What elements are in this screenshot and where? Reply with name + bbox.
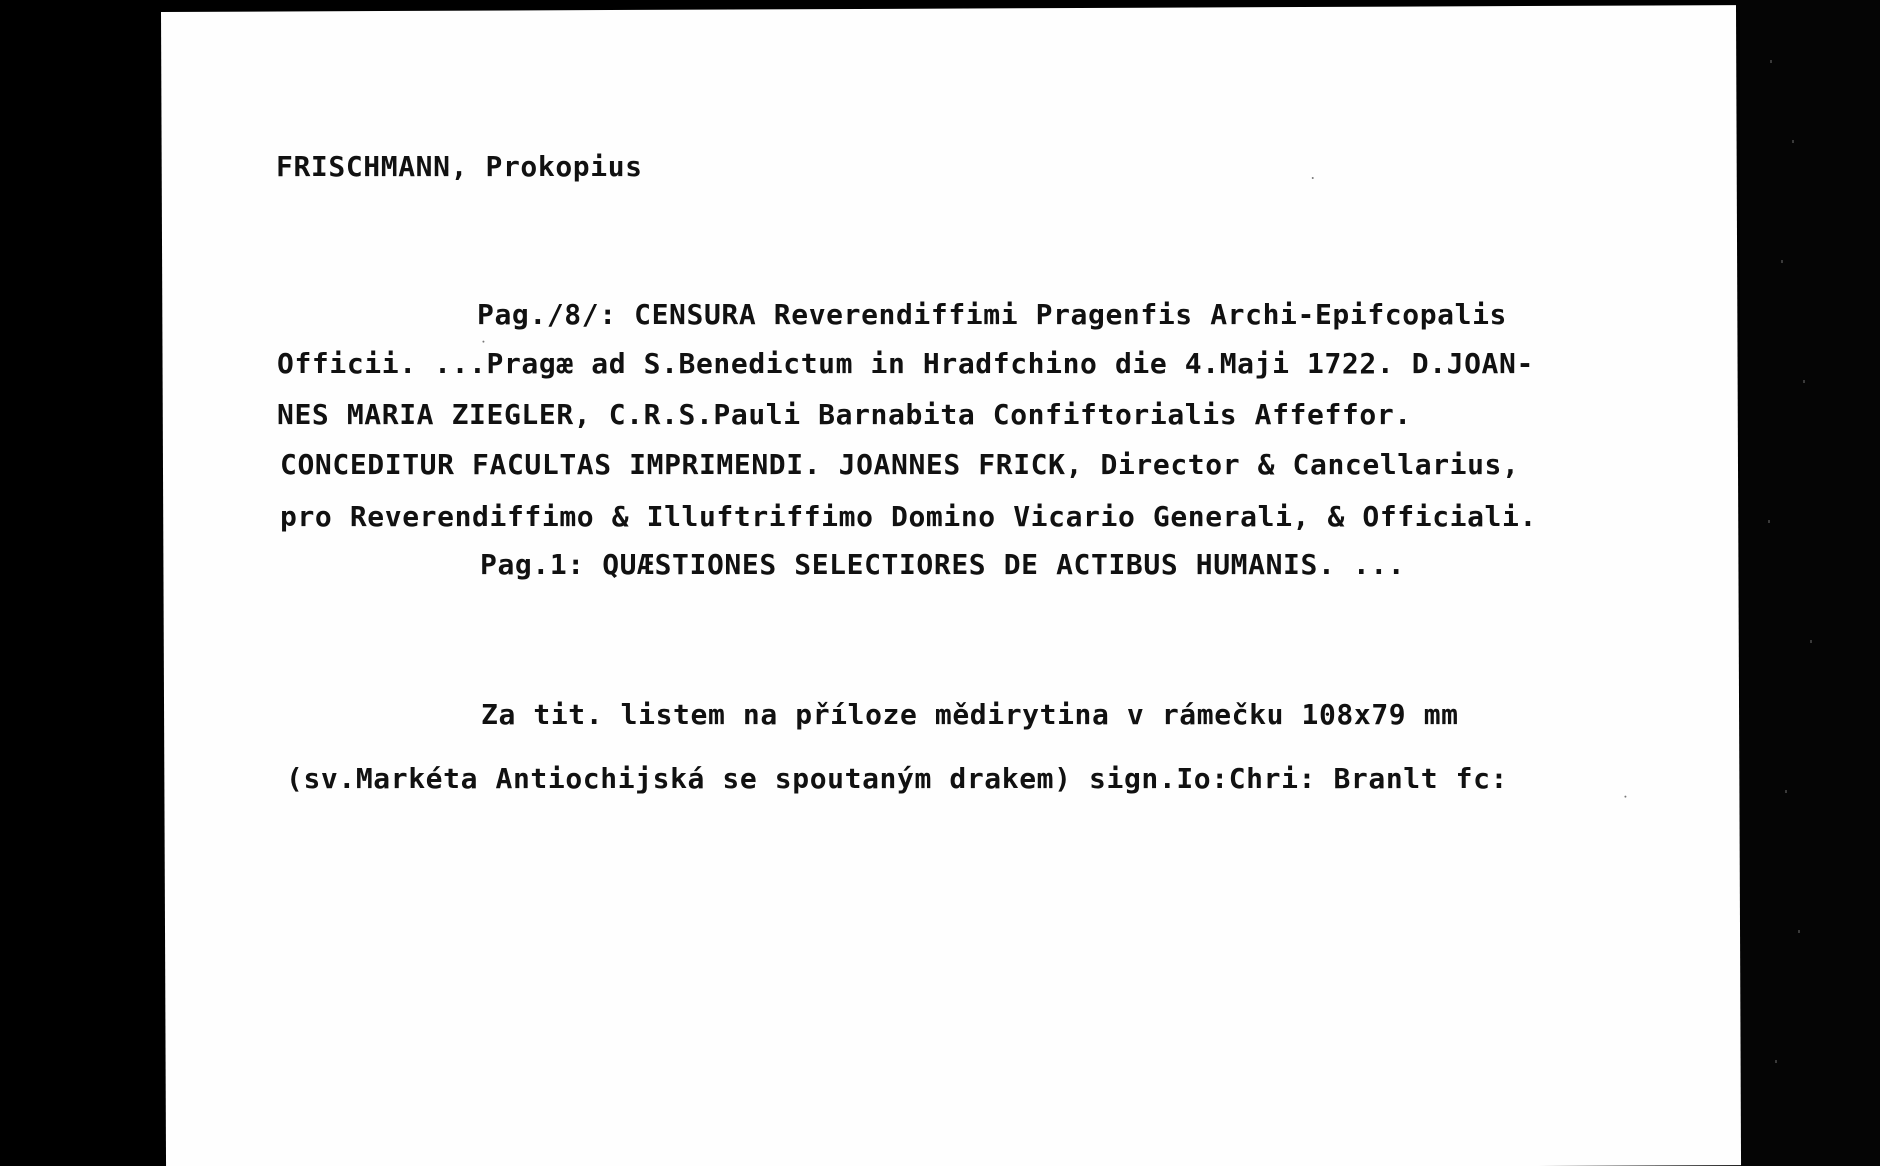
scan-noise [1768, 520, 1770, 523]
card-text-line: pro Reverendiffimo & Illuftriffimo Domino Vicario Generali, & Officiali. [280, 500, 1537, 533]
paper-speck [1624, 796, 1626, 798]
paper-speck [1312, 177, 1314, 179]
scan-noise [1803, 380, 1805, 383]
card-text-line: Pag.1: QUÆSTIONES SELECTIORES DE ACTIBUS HUMANIS. ... [480, 548, 1406, 581]
paper-speck [482, 341, 484, 343]
scan-noise [1770, 60, 1772, 63]
card-heading-author: FRISCHMANN, Prokopius [276, 150, 643, 183]
scan-noise [1798, 930, 1800, 933]
card-text-line: CONCEDITUR FACULTAS IMPRIMENDI. JOANNES FRICK, Director & Cancellarius, [280, 448, 1520, 481]
card-text-line: NES MARIA ZIEGLER, C.R.S.Pauli Barnabita Confiftorialis Affeffor. [277, 398, 1412, 431]
scan-noise [1792, 140, 1794, 143]
card-note-line: (sv.Markéta Antiochijská se spoutaným drakem) sign.Io:Chri: Branlt fc: [286, 762, 1509, 795]
scan-noise [1781, 260, 1783, 263]
card-text-line: Officii. ...Pragæ ad S.Benedictum in Hradfchino die 4.Maji 1722. D.JOAN- [277, 347, 1534, 380]
scan-noise [1775, 1060, 1777, 1063]
scan-noise [1785, 790, 1787, 793]
card-note-line: Za tit. listem na příloze mědirytina v rámečku 108x79 mm [481, 698, 1459, 731]
card-text-line: Pag./8/: CENSURA Reverendiffimi Pragenfis Archi-Epifcopalis [477, 298, 1507, 331]
scan-noise [1810, 640, 1812, 643]
film-edge-strip [1740, 0, 1880, 1166]
